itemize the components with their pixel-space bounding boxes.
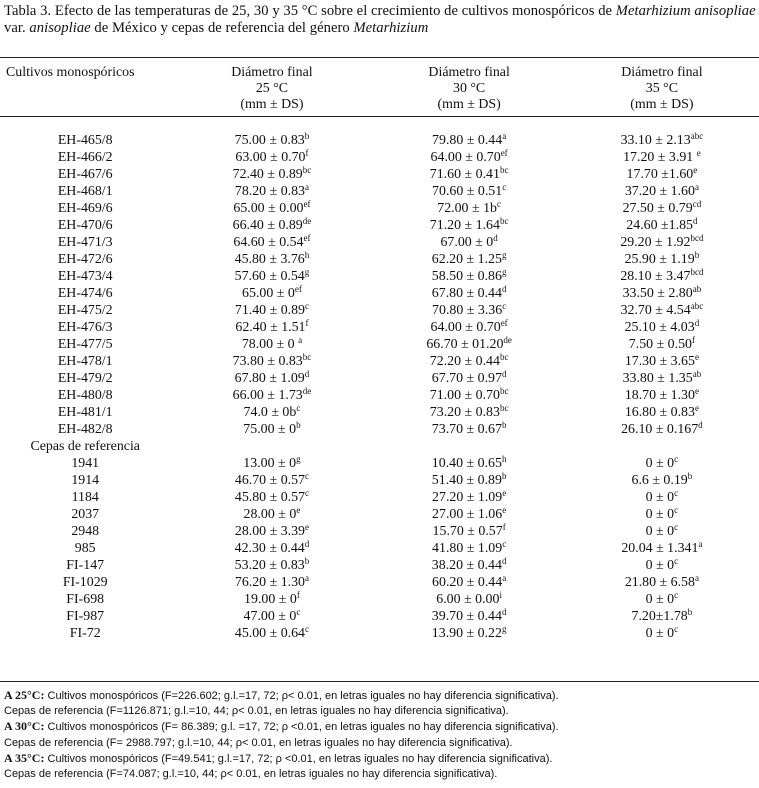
diameter-25c: $75.00 \pm 0^b$ xyxy=(243,420,301,437)
diameter-35c: 29.20 ± 1.92$^{bcd}$ xyxy=(620,233,704,250)
diameter-30c: 15.70 ± 0.57$^f$ xyxy=(432,522,506,539)
diameter-30c: 62.20 ± 1.25$^g$ xyxy=(431,250,507,267)
culture-id: EH-470/6 xyxy=(57,218,113,233)
diameter-25c: $65.00 \pm 0^{ef}$ xyxy=(242,284,302,301)
diameter-25c: 45.80 ± 3.76$^h$ xyxy=(234,250,310,267)
diameter-30c: 10.40 ± 0.65$^h$ xyxy=(431,454,507,471)
caption-variety: anisopliae xyxy=(29,20,91,36)
diameter-25c: $19.00 \pm 0^f$ xyxy=(244,590,300,607)
culture-id: FI-1029 xyxy=(62,575,108,590)
diameter-35c: 16.80 ± 0.83$^e$ xyxy=(624,403,699,420)
monosporic-row xyxy=(0,353,759,370)
diameter-35c: $0 \pm 0^c$ xyxy=(645,454,679,471)
reference-row xyxy=(0,506,759,523)
culture-id: 1941 xyxy=(71,456,100,471)
diameter-35c: 25.90 ± 1.19$^b$ xyxy=(624,250,700,267)
diameter-30c: 38.20 ± 0.44$^d$ xyxy=(431,556,507,573)
diameter-25c: 42.30 ± 0.44$^d$ xyxy=(234,539,310,556)
monosporic-row xyxy=(0,251,759,268)
diameter-25c: $74.0 \pm 0b^c$ xyxy=(243,403,301,420)
header-25-units: (mm ± DS) xyxy=(240,97,304,112)
diameter-35c: 33.50 ± 2.80$^{ab}$ xyxy=(622,284,702,301)
diameter-25c: 45.80 ± 0.57$^c$ xyxy=(234,488,310,505)
monosporic-row xyxy=(0,302,759,319)
diameter-25c: 46.70 ± 0.57$^c$ xyxy=(234,471,310,488)
monosporic-row xyxy=(0,132,759,149)
diameter-25c: 67.80 ± 1.09$^d$ xyxy=(234,369,310,386)
diameter-35c: 21.80 ± 6.58$^a$ xyxy=(624,573,699,590)
statistics-notes xyxy=(4,688,756,782)
culture-id: EH-480/8 xyxy=(57,388,113,403)
header-row xyxy=(0,65,759,81)
diameter-25c: 28.00 ± 3.39$^e$ xyxy=(234,522,310,539)
monosporic-row xyxy=(0,149,759,166)
note-line: A 25°C: Cultivos monospóricos (F=226.602; g.l.=17, 72; ρ< 0.01, en letras iguales no hay diferencia significativa). xyxy=(4,688,559,702)
caption-text: var. xyxy=(4,20,30,36)
diameter-30c: 64.00 ± 0.70$^{ef}$ xyxy=(430,318,508,335)
diameter-25c: 65.00 ± 0.00$^{ef}$ xyxy=(233,199,311,216)
diameter-25c: 63.00 ± 0.70$^f$ xyxy=(235,148,309,165)
header-35-units: (mm ± DS) xyxy=(630,97,694,112)
diameter-25c: 78.00 ± 0 $^a$ xyxy=(241,335,303,352)
culture-id: EH-476/3 xyxy=(57,320,113,335)
culture-id: EH-473/4 xyxy=(57,269,113,284)
diameter-30c: 64.00 ± 0.70$^{ef}$ xyxy=(430,148,508,165)
diameter-25c: $13.00 \pm 0^g$ xyxy=(243,454,301,471)
header-row-units xyxy=(0,97,759,113)
culture-id: 2948 xyxy=(71,524,100,539)
diameter-25c: 53.20 ± 0.83$^b$ xyxy=(234,556,310,573)
note-line: Cepas de referencia (F=1126.871; g.l.=10, 44; ρ< 0.01, en letras iguales no hay diferencia significativa). xyxy=(4,705,509,718)
diameter-35c: 17.70 ±1.60$^e$ xyxy=(626,165,698,182)
diameter-35c: $0 \pm 0^c$ xyxy=(645,590,679,607)
diameter-25c: 72.40 ± 0.89$^{bc}$ xyxy=(232,165,312,182)
diameter-35c: 18.70 ± 1.30$^e$ xyxy=(624,386,699,403)
diameter-30c: 27.00 ± 1.06$^e$ xyxy=(432,505,507,522)
monosporic-row xyxy=(0,217,759,234)
culture-id: EH-468/1 xyxy=(57,184,113,199)
diameter-30c: $6.00 \pm 0.00^i$ xyxy=(436,590,502,607)
culture-id: FI-72 xyxy=(69,626,101,641)
diameter-35c: 37.20 ± 1.60$^a$ xyxy=(624,182,699,199)
diameter-25c: $47.00 \pm 0^c$ xyxy=(243,607,301,624)
note-line: A 35°C: Cultivos monospóricos (F=49.541; g.l.=17, 72; ρ <0.01, en letras iguales no hay diferencia significativa). xyxy=(4,750,553,765)
note-line: A 30°C: Cultivos monospóricos (F= 86.389; g.l. =17, 72; ρ <0.01, en letras iguales no hay diferencia significativa). xyxy=(4,719,559,734)
diameter-30c: 51.40 ± 0.89$^b$ xyxy=(431,471,507,488)
diameter-25c: 75.00 ± 0.83$^b$ xyxy=(234,131,310,148)
caption-genus: Metarhizium xyxy=(353,20,429,36)
culture-id: 1914 xyxy=(71,473,100,488)
monosporic-row xyxy=(0,319,759,336)
diameter-35c: $0 \pm 0^c$ xyxy=(645,505,679,522)
reference-row xyxy=(0,472,759,489)
monosporic-row xyxy=(0,268,759,285)
monosporic-row xyxy=(0,336,759,353)
diameter-25c: $28.00 \pm 0^e$ xyxy=(243,505,301,522)
reference-row xyxy=(0,574,759,591)
results-table xyxy=(0,65,759,642)
diameter-35c: 26.10 ± 0.167$^d$ xyxy=(621,420,703,437)
diameter-35c: $0 \pm 0^c$ xyxy=(645,522,679,539)
diameter-35c: 7.50 ± 0.50$^f$ xyxy=(628,335,695,352)
monosporic-row xyxy=(0,370,759,387)
table-caption xyxy=(4,3,756,37)
culture-id: EH-467/6 xyxy=(57,167,113,182)
header-row-temp xyxy=(0,81,759,97)
header-30-line1: Diámetro final xyxy=(428,65,510,80)
culture-id: EH-466/2 xyxy=(57,150,113,165)
caption-species: anisopliae xyxy=(694,3,756,19)
diameter-35c: 28.10 ± 3.47$^{bcd}$ xyxy=(620,267,704,284)
diameter-30c: 71.20 ± 1.64$^{bc}$ xyxy=(429,216,509,233)
monosporic-row xyxy=(0,421,759,438)
diameter-30c: 79.80 ± 0.44$^a$ xyxy=(432,131,507,148)
diameter-35c: 32.70 ± 4.54$^{abc}$ xyxy=(620,301,704,318)
diameter-30c: 66.70 ± 01.20de xyxy=(426,335,512,352)
diameter-35c: 25.10 ± 4.03$^d$ xyxy=(624,318,700,335)
top-rule xyxy=(0,57,759,58)
diameter-25c: 66.40 ± 0.89de xyxy=(232,216,312,233)
monosporic-row xyxy=(0,285,759,302)
diameter-30c: 70.80 ± 3.36$^c$ xyxy=(432,301,507,318)
diameter-35c: 24.60 ±1.85$^d$ xyxy=(626,216,698,233)
monosporic-row xyxy=(0,166,759,183)
culture-id: FI-698 xyxy=(66,592,105,607)
reference-section-header xyxy=(0,438,759,455)
header-cultivos: Cultivos monospóricos xyxy=(6,65,135,80)
diameter-30c: $72.00 \pm 1b^c$ xyxy=(437,199,501,216)
culture-id: EH-478/1 xyxy=(57,354,113,369)
diameter-35c: 33.80 ± 1.35$^{ab}$ xyxy=(622,369,702,386)
header-35-line1: Diámetro final xyxy=(621,65,703,80)
culture-id: FI-987 xyxy=(66,609,105,624)
diameter-30c: 58.50 ± 0.86$^g$ xyxy=(431,267,507,284)
reference-row xyxy=(0,608,759,625)
diameter-30c: 70.60 ± 0.51$^c$ xyxy=(432,182,507,199)
header-30-units: (mm ± DS) xyxy=(437,97,501,112)
diameter-35c: $0 \pm 0^c$ xyxy=(645,624,679,641)
reference-row xyxy=(0,523,759,540)
note-line: Cepas de referencia (F= 2988.797; g.l.=10, 44; ρ< 0.01, en letras iguales no hay diferencia significativa). xyxy=(4,736,513,749)
diameter-35c: 17.20 ± 3.91 $^e$ xyxy=(623,148,701,165)
reference-row xyxy=(0,557,759,574)
caption-text: de México y cepas de referencia del género xyxy=(90,20,354,36)
culture-id: 1184 xyxy=(71,490,99,505)
culture-id: EH-471/3 xyxy=(57,235,113,250)
culture-id: EH-465/8 xyxy=(57,133,113,148)
culture-id: FI-147 xyxy=(66,558,105,573)
diameter-25c: 62.40 ± 1.51$^f$ xyxy=(235,318,309,335)
diameter-30c: 67.80 ± 0.44$^d$ xyxy=(431,284,507,301)
caption-genus: Metarhizium xyxy=(615,3,691,19)
culture-id: EH-481/1 xyxy=(57,405,113,420)
header-30-temp: 30 °C xyxy=(453,81,486,96)
diameter-25c: 64.60 ± 0.54$^{ef}$ xyxy=(233,233,311,250)
diameter-35c: 6.6 ± 0.19$^b$ xyxy=(631,471,693,488)
caption-text: Tabla 3. Efecto de las temperaturas de 25, 30 y 35 °C sobre el crecimiento de cultivos monospóricos de xyxy=(4,3,616,19)
culture-id: EH-472/6 xyxy=(57,252,113,267)
diameter-30c: 73.70 ± 0.67$^b$ xyxy=(431,420,507,437)
diameter-30c: 41.80 ± 1.09$^c$ xyxy=(432,539,507,556)
culture-id: EH-475/2 xyxy=(57,303,113,318)
monosporic-row xyxy=(0,387,759,404)
diameter-30c: 73.20 ± 0.83$^{bc}$ xyxy=(429,403,509,420)
diameter-30c: 67.70 ± 0.97$^d$ xyxy=(431,369,507,386)
diameter-25c: 66.00 ± 1.73de xyxy=(232,386,312,403)
note-line: Cepas de referencia (F=74.087; g.l.=10, 44; ρ< 0.01, en letras iguales no hay diferencia significativa). xyxy=(4,768,498,781)
culture-id: 2037 xyxy=(71,507,100,522)
diameter-30c: 71.60 ± 0.41$^{bc}$ xyxy=(429,165,509,182)
diameter-35c: 33.10 ± 2.13$^{abc}$ xyxy=(620,131,704,148)
diameter-35c: 20.04 ± 1.341$^a$ xyxy=(621,539,703,556)
header-25-line1: Diámetro final xyxy=(231,65,313,80)
reference-row xyxy=(0,489,759,506)
diameter-30c: $67.00 \pm 0^d$ xyxy=(440,233,498,250)
reference-label: Cepas de referencia xyxy=(30,439,140,454)
monosporic-row xyxy=(0,183,759,200)
diameter-25c: 78.20 ± 0.83$^a$ xyxy=(234,182,310,199)
culture-id: EH-479/2 xyxy=(57,371,113,386)
header-35-temp: 35 °C xyxy=(645,81,678,96)
diameter-25c: 57.60 ± 0.54$^g$ xyxy=(234,267,310,284)
culture-id: EH-482/8 xyxy=(57,422,113,437)
bottom-rule xyxy=(0,681,759,682)
diameter-30c: 60.20 ± 0.44$^a$ xyxy=(432,573,507,590)
diameter-30c: 39.70 ± 0.44$^d$ xyxy=(431,607,507,624)
reference-row xyxy=(0,455,759,472)
culture-id: EH-469/6 xyxy=(57,201,113,216)
monosporic-row xyxy=(0,404,759,421)
culture-id: EH-477/5 xyxy=(57,337,113,352)
diameter-35c: 7.20±1.78$^b$ xyxy=(631,607,693,624)
reference-row xyxy=(0,591,759,608)
diameter-25c: 71.40 ± 0.89$^c$ xyxy=(234,301,310,318)
diameter-35c: 27.50 ± 0.79$^{cd}$ xyxy=(622,199,702,216)
monosporic-row xyxy=(0,200,759,217)
diameter-35c: $0 \pm 0^c$ xyxy=(645,556,679,573)
diameter-30c: 13.90 ± 0.22$^g$ xyxy=(431,624,507,641)
diameter-30c: 72.20 ± 0.44$^{bc}$ xyxy=(429,352,509,369)
diameter-25c: 73.80 ± 0.83$^{bc}$ xyxy=(232,352,312,369)
diameter-25c: 76.20 ± 1.30$^a$ xyxy=(234,573,310,590)
monosporic-row xyxy=(0,234,759,251)
culture-id: 985 xyxy=(74,541,96,556)
culture-id: EH-474/6 xyxy=(57,286,113,301)
diameter-30c: 71.00 ± 0.70$^{bc}$ xyxy=(429,386,509,403)
diameter-30c: 27.20 ± 1.09$^e$ xyxy=(432,488,507,505)
diameter-35c: 17.30 ± 3.65$^e$ xyxy=(624,352,699,369)
reference-row xyxy=(0,625,759,642)
reference-row xyxy=(0,540,759,557)
diameter-25c: 45.00 ± 0.64$^c$ xyxy=(234,624,310,641)
header-25-temp: 25 °C xyxy=(255,81,289,96)
diameter-35c: $0 \pm 0^c$ xyxy=(645,488,679,505)
